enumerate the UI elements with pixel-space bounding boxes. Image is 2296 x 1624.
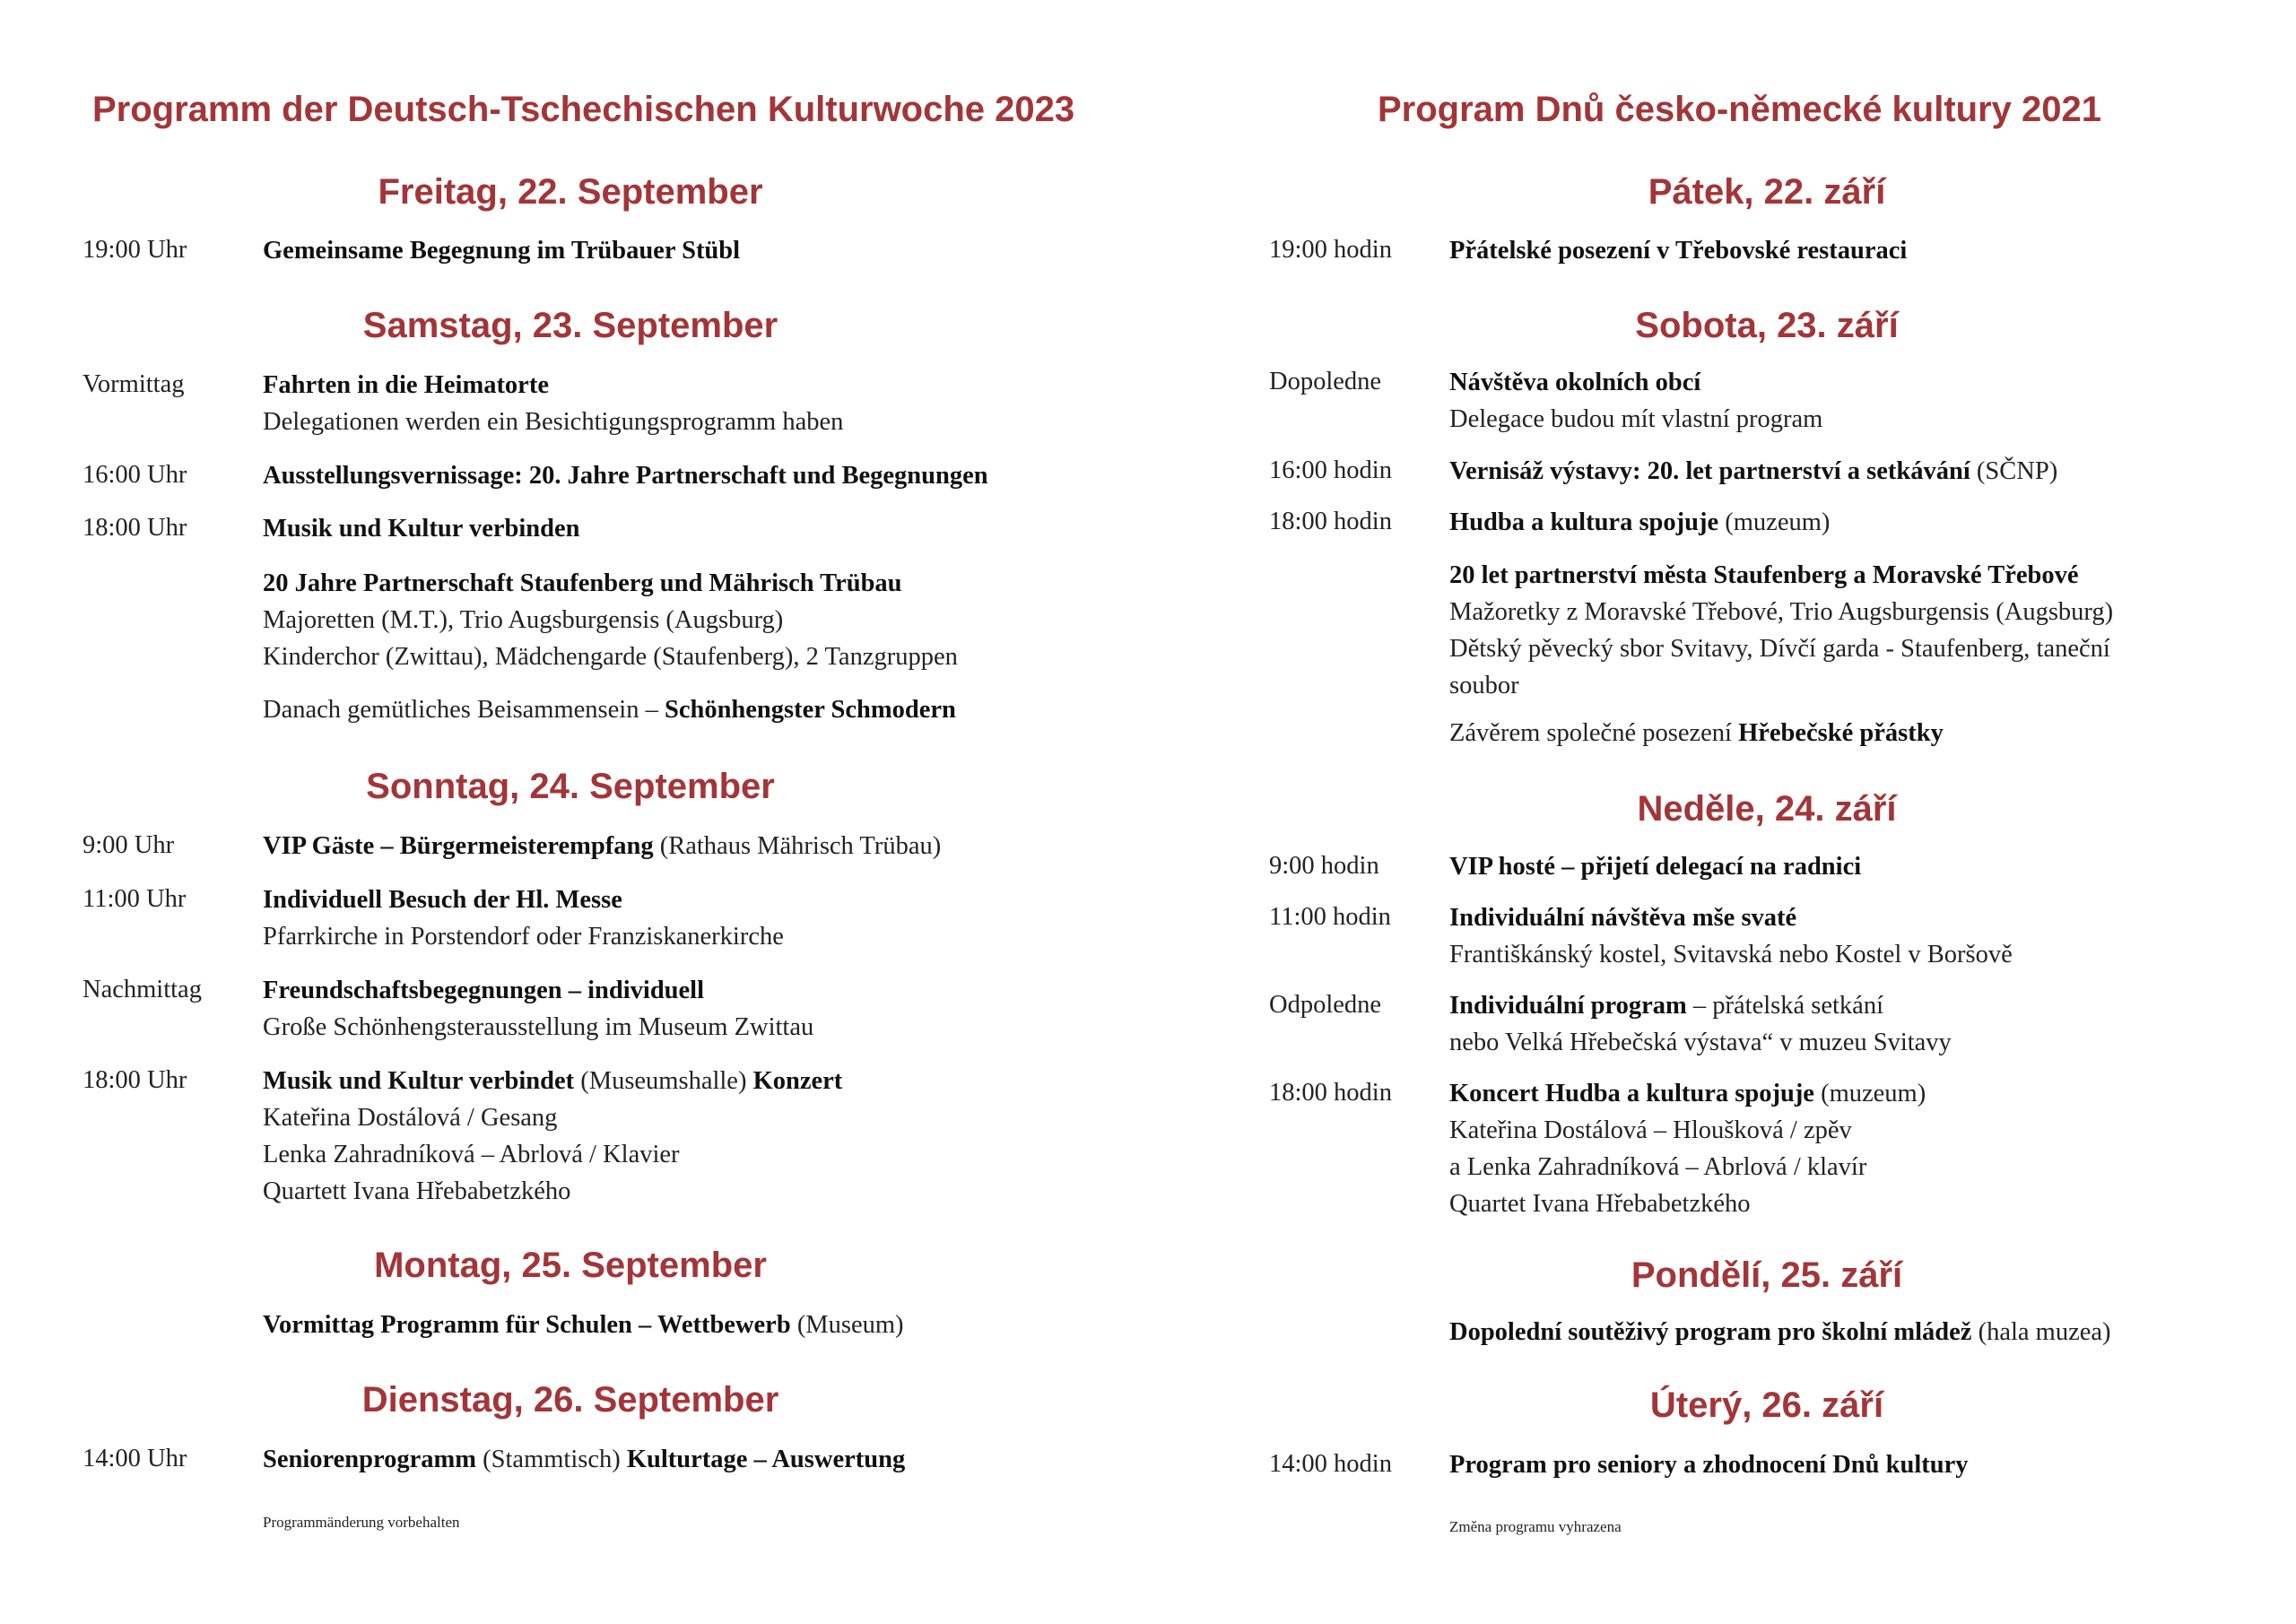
event-time: Vormittag: [83, 370, 185, 398]
event-entry: [1449, 987, 1952, 1061]
page-title: Program Dnů česko-německé kultury 2021: [1378, 90, 2102, 129]
event-entry: [1449, 232, 1907, 269]
event-entry: [1449, 715, 1944, 751]
event-title: Hudba a kultura spojuje: [1449, 508, 1719, 536]
event-detail: Große Schönhengsterausstellung im Museum Zwittau: [263, 1013, 814, 1041]
event-entry: [1449, 504, 1830, 541]
event-detail: Dětský pěvecký sbor Svitavy, Dívčí garda - Staufenberg, taneční: [1449, 635, 2110, 663]
event-entry: [1449, 1314, 2111, 1350]
event-time: 19:00 hodin: [1269, 236, 1392, 264]
day-heading-saturday: Samstag, 23. September: [362, 306, 778, 345]
event-detail: Závěrem společné posezení: [1449, 719, 1739, 747]
event-entry: [1449, 557, 2113, 704]
event-time: 11:00 hodin: [1269, 903, 1391, 931]
event-entry: [263, 691, 956, 728]
event-detail: Lenka Zahradníková – Abrlová / Klavier: [263, 1141, 680, 1168]
day-heading-saturday: Sobota, 23. září: [1635, 306, 1899, 345]
event-title: 20 Jahre Partnerschaft Staufenberg und Mährisch Trübau: [263, 569, 902, 597]
event-detail: (muzeum): [1813, 1080, 1926, 1107]
event-entry: [263, 565, 958, 675]
event-entry: [263, 510, 579, 547]
event-detail: Mažoretky z Moravské Třebové, Trio Augsburgensis (Augsburg): [1449, 598, 2114, 626]
event-entry: [263, 972, 813, 1046]
event-entry: [263, 1441, 905, 1478]
event-time: 9:00 Uhr: [83, 831, 175, 859]
event-time: 18:00 hodin: [1269, 508, 1392, 535]
event-title: Freundschaftsbegegnungen – individuell: [263, 977, 705, 1004]
day-heading-monday: Pondělí, 25. září: [1631, 1255, 1903, 1295]
event-entry: [1449, 848, 1861, 885]
day-heading-sunday: Neděle, 24. září: [1637, 789, 1897, 829]
event-title: Přátelské posezení v Třebovské restauraci: [1449, 237, 1908, 265]
event-time: 18:00 hodin: [1269, 1079, 1392, 1107]
event-detail: (Rathaus Mährisch Trübau): [653, 832, 942, 860]
event-entry: [1449, 364, 1822, 438]
event-title: Schönhengster Schmodern: [664, 696, 956, 724]
event-detail: (hala muzea): [1971, 1318, 2111, 1346]
day-heading-tuesday: Dienstag, 26. September: [361, 1380, 779, 1420]
event-detail: Quartet Ivana Hřebabetzkého: [1449, 1190, 1751, 1218]
event-detail: (muzeum): [1718, 508, 1831, 536]
event-title: Vormittag Programm für Schulen – Wettbewerb: [263, 1311, 791, 1339]
event-title: 20 let partnerství města Staufenberg a Moravské Třebové: [1449, 561, 2079, 589]
event-detail: (SČNP): [1970, 457, 2058, 485]
event-title: Dopolední soutěživý program pro školní mládež: [1449, 1318, 1972, 1346]
event-detail: (Museum): [790, 1311, 904, 1339]
event-entry: [263, 1063, 842, 1210]
event-entry: [263, 367, 843, 440]
event-detail: Delegationen werden ein Besichtigungsprogramm haben: [263, 408, 844, 436]
event-detail: a Lenka Zahradníková – Abrlová / klavír: [1449, 1153, 1867, 1181]
event-entry: [263, 457, 988, 494]
event-time: Odpoledne: [1269, 991, 1382, 1019]
event-detail: – přátelská setkání: [1686, 992, 1884, 1020]
event-detail: (Museumshalle): [574, 1067, 753, 1095]
event-time: 19:00 Uhr: [83, 236, 187, 264]
event-detail: (Stammtisch): [476, 1446, 627, 1473]
event-detail: nebo Velká Hřebečská výstava“ v muzeu Svitavy: [1449, 1029, 1952, 1056]
event-title: Program pro seniory a zhodnocení Dnů kultury: [1449, 1451, 1969, 1479]
day-heading-sunday: Sonntag, 24. September: [366, 767, 775, 806]
event-title: Návštěva okolních obcí: [1449, 369, 1701, 396]
event-title: Kulturtage – Auswertung: [626, 1446, 906, 1473]
event-title: Individuell Besuch der Hl. Messe: [263, 886, 622, 914]
event-detail: Františkánský kostel, Svitavská nebo Kostel v Boršově: [1449, 941, 2013, 968]
event-title: Individuální program: [1449, 992, 1687, 1020]
event-title: Individuální návštěva mše svaté: [1449, 904, 1797, 932]
event-detail: Pfarrkirche in Porstendorf oder Franziskanerkirche: [263, 923, 784, 951]
event-detail: Majoretten (M.T.), Trio Augsburgensis (Augsburg): [263, 606, 784, 634]
event-entry: [1449, 453, 2057, 490]
event-title: Koncert Hudba a kultura spojuje: [1449, 1080, 1814, 1107]
event-entry: [1449, 1446, 1969, 1483]
event-time: 16:00 Uhr: [83, 461, 187, 489]
event-time: Dopoledne: [1269, 368, 1382, 395]
day-heading-tuesday: Úterý, 26. září: [1649, 1385, 1884, 1425]
day-heading-monday: Montag, 25. September: [374, 1246, 767, 1285]
event-title: Gemeinsame Begegnung im Trübauer Stübl: [263, 237, 741, 265]
event-time: 18:00 Uhr: [83, 514, 187, 542]
event-detail: Danach gemütliches Beisammensein –: [263, 696, 665, 724]
day-heading-friday: Pátek, 22. září: [1648, 172, 1886, 212]
event-title: Ausstellungsvernissage: 20. Jahre Partnerschaft und Begegnungen: [263, 462, 988, 490]
event-title: Musik und Kultur verbindet: [263, 1067, 575, 1095]
event-entry: [263, 828, 941, 864]
event-time: 11:00 Uhr: [83, 885, 187, 913]
event-title: Fahrten in die Heimatorte: [263, 371, 549, 399]
event-title: Musik und Kultur verbinden: [263, 515, 580, 543]
event-entry: [1449, 899, 2013, 973]
day-heading-friday: Freitag, 22. September: [378, 172, 763, 212]
event-entry: [263, 881, 784, 955]
footnote: Změna programu vyhrazena: [1449, 1518, 1622, 1535]
event-entry: [263, 232, 740, 269]
event-detail: Kateřina Dostálová – Hloušková / zpěv: [1449, 1116, 1852, 1144]
event-time: 18:00 Uhr: [83, 1066, 187, 1094]
event-detail: Kinderchor (Zwittau), Mädchengarde (Staufenberg), 2 Tanzgruppen: [263, 643, 958, 671]
event-detail: soubor: [1449, 672, 1519, 699]
event-time: 16:00 hodin: [1269, 456, 1392, 484]
event-title: Vernisáž výstavy: 20. let partnerství a setkávání: [1449, 457, 1970, 485]
event-entry: [263, 1307, 904, 1343]
event-title: VIP hosté – přijetí delegací na radnici: [1449, 853, 1862, 881]
footnote: Programmänderung vorbehalten: [263, 1514, 460, 1531]
page-title: Programm der Deutsch-Tschechischen Kulturwoche 2023: [92, 90, 1075, 129]
event-title: Seniorenprogramm: [263, 1446, 477, 1473]
event-entry: [1449, 1075, 1926, 1222]
event-time: 9:00 hodin: [1269, 852, 1379, 880]
event-detail: Quartett Ivana Hřebabetzkého: [263, 1177, 571, 1205]
event-detail: Kateřina Dostálová / Gesang: [263, 1104, 558, 1132]
event-title: Hřebečské přástky: [1738, 719, 1944, 747]
event-time: Nachmittag: [83, 976, 202, 1003]
event-detail: Delegace budou mít vlastní program: [1449, 405, 1823, 433]
event-title: Konzert: [752, 1067, 843, 1095]
event-time: 14:00 hodin: [1269, 1450, 1392, 1478]
event-title: VIP Gäste – Bürgermeisterempfang: [263, 832, 654, 860]
event-time: 14:00 Uhr: [83, 1445, 187, 1472]
